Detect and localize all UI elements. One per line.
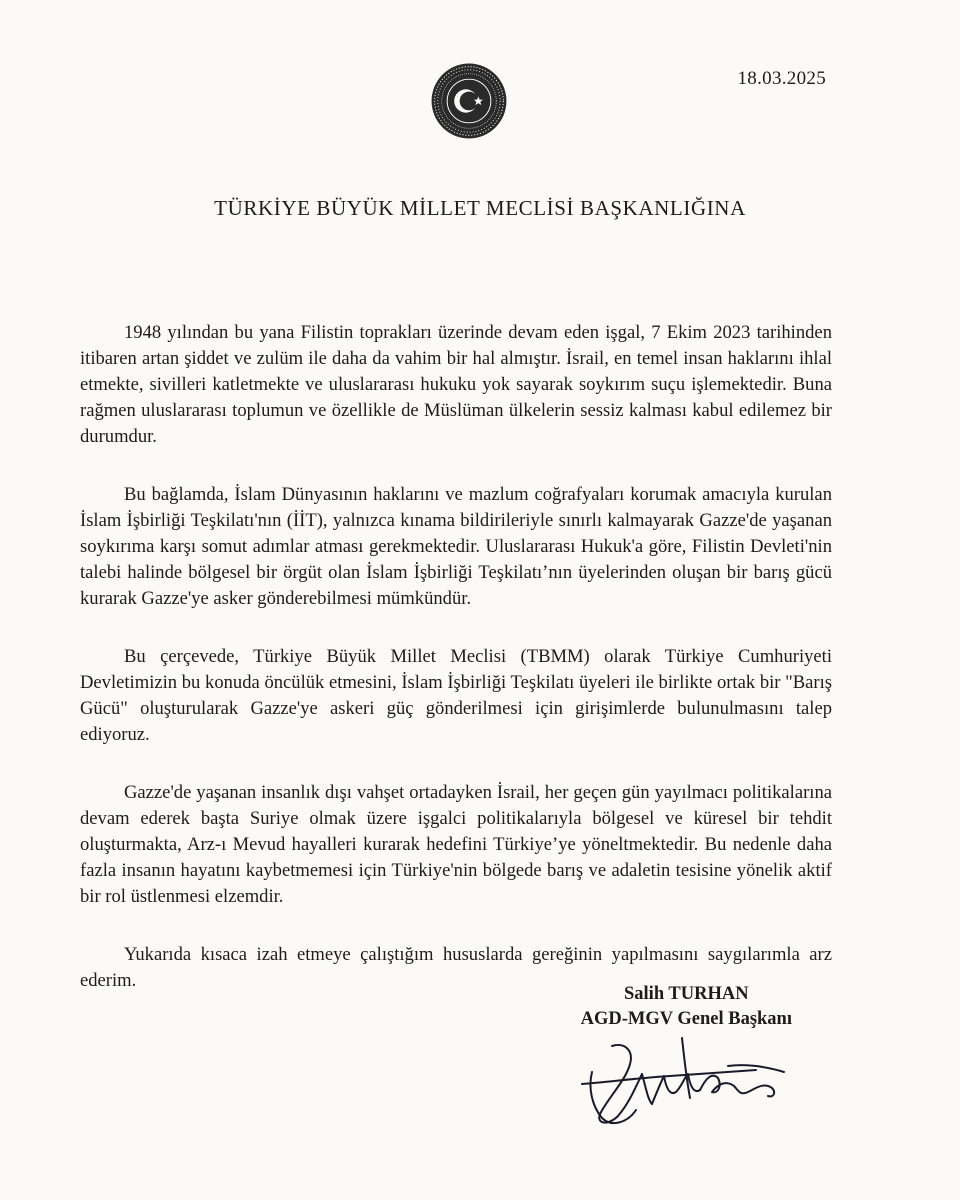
handwritten-signature — [578, 1032, 808, 1132]
paragraph: Yukarıda kısaca izah etmeye çalıştığım hususlarda gereğinin yapılmasını saygılarımla arz ederim. — [80, 944, 832, 991]
paragraph: Bu çerçevede, Türkiye Büyük Millet Meclisi (TBMM) olarak Türkiye Cumhuriyeti Devletimizin bu konuda öncülük etmesini, İslam İşbirliği Teşkilatı üyeleri ile birlikte ortak bir "Barış Gücü" oluşturularak Gazze'ye askeri güç gönderilmesi için girişimlerde bulunulmasını talep ediyoruz. — [80, 646, 832, 745]
paragraph: Bu bağlamda, İslam Dünyasının haklarını ve mazlum coğrafyaları korumak amacıyla kurulan İslam İşbirliği Teşkilatı'nın (İİT), yalnızca kınama bildirileriyle sınırlı kalmayarak Gazze'de yaşanan soykırıma karşı somut adımlar atması gerekmektedir. Uluslararası Hukuk'a göre, Filistin Devleti'nin talebi halinde bölgesel bir örgüt olan İslam İşbirliği Teşkilatı’nın üyelerinden oluşan bir barış gücü kurarak Gazze'ye asker gönderebilmesi mümkündür. — [80, 484, 832, 609]
signer-block — [581, 982, 792, 1032]
paragraph: Gazze'de yaşanan insanlık dışı vahşet ortadayken İsrail, her geçen gün yayılmacı politikalarına devam ederek başta Suriye olmak üzere işgalci politikalarıyla bölgesel ve küresel bir tehdit oluşturmakta, Arz-ı Mevud hayalleri kurarak hedefini Türkiye’ye yöneltmektedir. Bu nedenle daha fazla insanın hayatını kaybetmemesi için Türkiye'nin bölgede barış ve adaletin tesisine yönelik aktif bir rol üstlenmesi elzemdir. — [80, 782, 832, 907]
letter-date: 18.03.2025 — [737, 68, 826, 89]
letter-body — [80, 320, 832, 1026]
paragraph: 1948 yılından bu yana Filistin toprakları üzerinde devam eden işgal, 7 Ekim 2023 tarihinden itibaren artan şiddet ve zulüm ile daha da vahim bir hal almıştır. İsrail, en temel insan haklarını ihlal etmekte, sivilleri katletmekte ve uluslararası hukuku yok sayarak soykırım suçu işlemektedir. Buna rağmen uluslararası toplumun ve özellikle de Müslüman ülkelerin sessiz kalması kabul edilemez bir durumdur. — [80, 322, 832, 447]
parliament-seal-icon — [430, 62, 508, 140]
signer-title: AGD-MGV Genel Başkanı — [580, 1009, 792, 1029]
letter-recipient: TÜRKİYE BÜYÜK MİLLET MECLİSİ BAŞKANLIĞINA — [214, 196, 746, 220]
signer-name: Salih TURHAN — [624, 984, 749, 1004]
